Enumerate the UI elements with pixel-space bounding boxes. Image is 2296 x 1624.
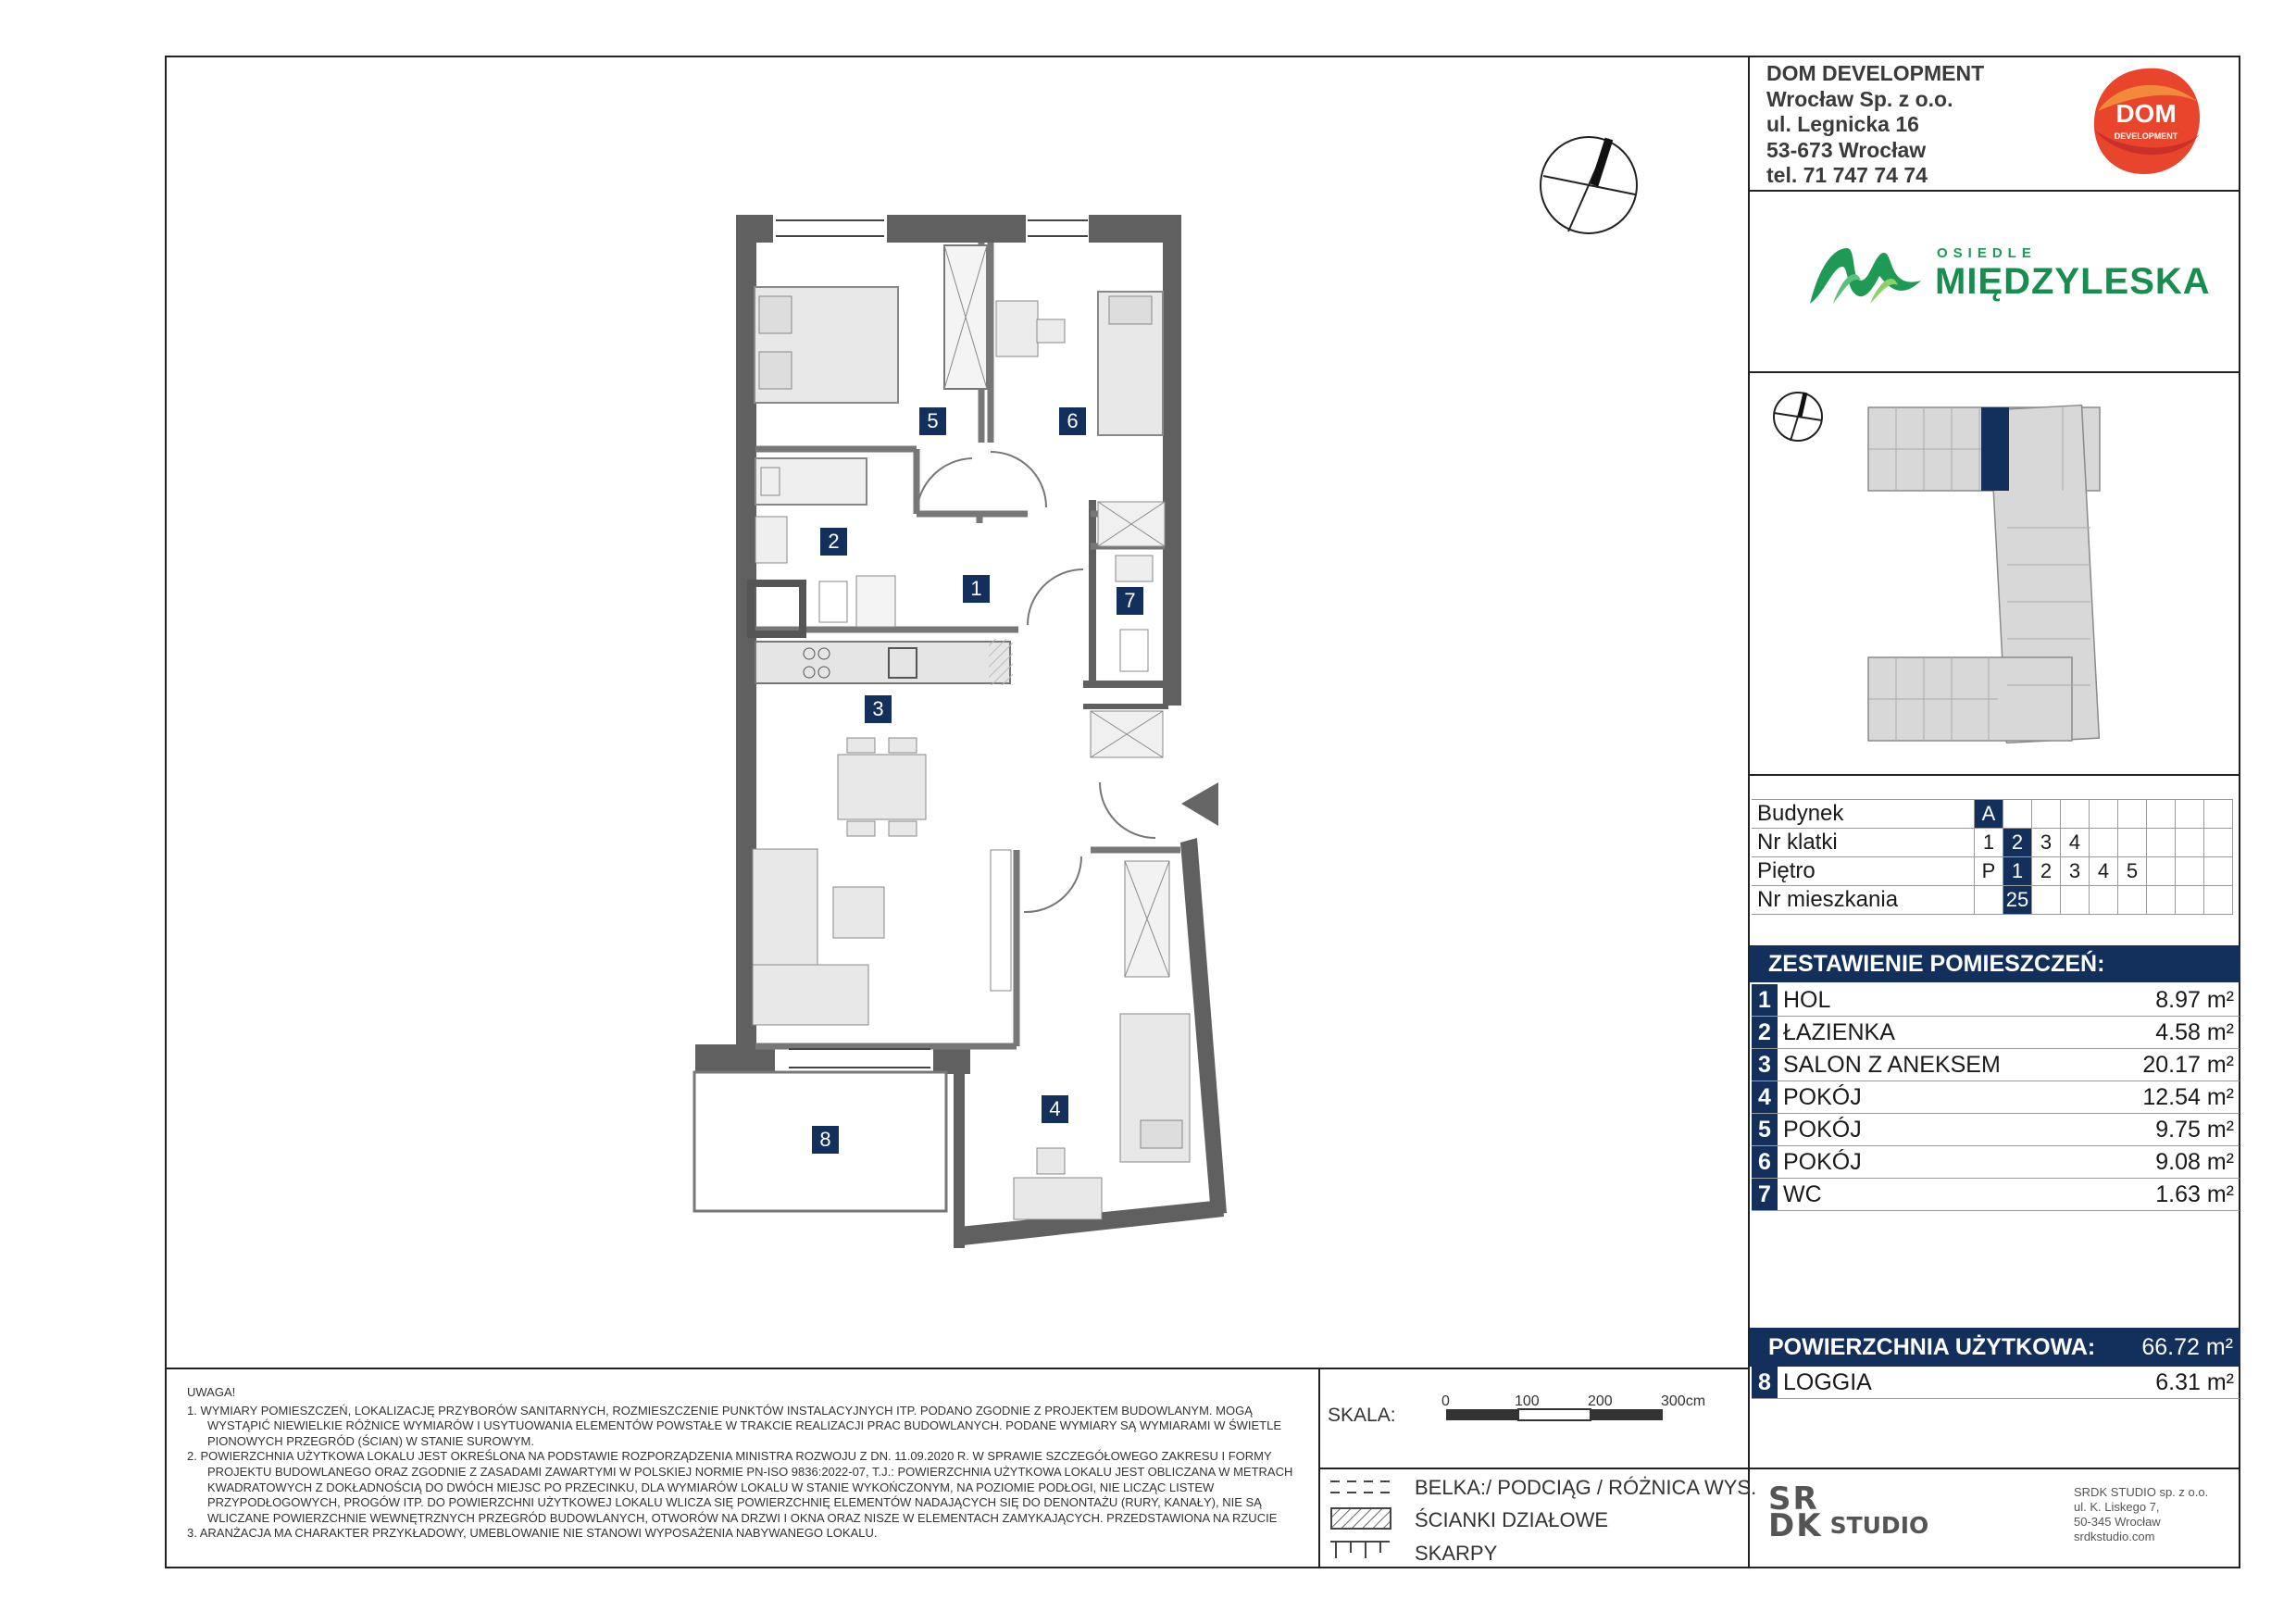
- panel-divider: [1748, 774, 2240, 776]
- room-row: [1752, 1081, 2240, 1114]
- company-city: 53-673 Wrocław: [1766, 137, 1927, 162]
- srdk-studio-logo: [1768, 1480, 1929, 1544]
- dom-logo-subtext: DEVELOPMENT: [2114, 131, 2178, 141]
- room-number-label: 5: [919, 407, 946, 435]
- loggia-row: [1752, 1367, 2240, 1399]
- hatch-icon: [1330, 1507, 1391, 1530]
- info-cell: [2204, 829, 2233, 857]
- room-name: WC: [1778, 1179, 2100, 1211]
- info-label: Piętro: [1752, 857, 1975, 886]
- info-cell: 4: [2061, 829, 2090, 857]
- scale-tick: 100: [1515, 1393, 1540, 1409]
- info-cell: 3: [2061, 857, 2090, 886]
- room-area: 12.54 m²: [2100, 1081, 2240, 1114]
- dom-logo-text: DOM: [2115, 99, 2177, 128]
- room-area: 4.58 m²: [2100, 1017, 2240, 1049]
- unit-info-table: [1752, 799, 2233, 915]
- info-cell: [2090, 886, 2118, 915]
- room-number: 3: [1752, 1049, 1778, 1081]
- info-cell: [2061, 800, 2090, 829]
- usable-area-row: [1750, 1328, 2240, 1367]
- room-number-label: 1: [963, 575, 990, 603]
- info-cell: [2003, 800, 2032, 829]
- info-cell: 2: [2032, 857, 2061, 886]
- info-cell: P: [1975, 857, 2003, 886]
- notes-block: [187, 1385, 1303, 1542]
- room-name: ŁAZIENKA: [1778, 1017, 2100, 1049]
- panel-divider: [1318, 1468, 2240, 1469]
- company-address: [1766, 61, 1984, 189]
- room-area: 9.08 m²: [2100, 1146, 2240, 1179]
- panel-divider: [165, 1368, 1748, 1369]
- room-row: [1752, 1114, 2240, 1146]
- studio-logo-top: SR: [1768, 1480, 1819, 1518]
- info-label: Budynek: [1752, 800, 1975, 829]
- loggia-number: 8: [1752, 1367, 1778, 1399]
- room-name: SALON Z ANEKSEM: [1778, 1049, 2100, 1081]
- info-cell: 2: [2003, 829, 2032, 857]
- scale-label: SKALA:: [1328, 1405, 1396, 1426]
- info-cell: [2147, 857, 2176, 886]
- info-label: Nr klatki: [1752, 829, 1975, 857]
- info-cell: 3: [2032, 829, 2061, 857]
- room-number: 2: [1752, 1017, 1778, 1049]
- room-row: [1752, 1179, 2240, 1211]
- info-cell: [2176, 829, 2204, 857]
- info-row: [1752, 829, 2233, 857]
- info-cell: [2147, 829, 2176, 857]
- room-row: [1752, 984, 2240, 1017]
- entrance-icon: [1181, 782, 1218, 826]
- info-cell: [2118, 829, 2147, 857]
- info-cell: [2147, 800, 2176, 829]
- north-arrow-icon: [1541, 137, 1637, 233]
- loggia-area: 6.31 m²: [2022, 1367, 2240, 1399]
- studio-address-line: ul. K. Liskego 7,: [2074, 1500, 2160, 1514]
- key-north-arrow-icon: [1774, 393, 1822, 441]
- slope-icon: [1330, 1540, 1391, 1562]
- company-line2: Wrocław Sp. z o.o.: [1766, 86, 1953, 111]
- legend-label: ŚCIANKI DZIAŁOWE: [1415, 1508, 1609, 1531]
- note-item: 1. WYMIARY POMIESZCZEŃ, LOKALIZACJĘ PRZYBORÓW SANITARNYCH, ROZMIESZCZENIE PUNKTÓW INSTALACYJNYCH ITP. PODANO ZGODNIE Z PROJEKTEM BUDOWLANYM. MOGĄ WYSTĄPIĆ NIEWIELKIE RÓŻNICE WYMIARÓW I USYTUOWANIA ELEMENTÓW POWSTAŁE W TRAKCIE REALIZACJI PRAC BUDOWLANYCH. PODANE WYMIARY SĄ WYMIARAMI W ŚWIETLE PIONOWYCH PRZEGRÓD (ŚCIAN) W STANIE SUROWYM.: [187, 1403, 1282, 1448]
- info-row: [1752, 800, 2233, 829]
- info-cell: [2118, 800, 2147, 829]
- info-cell: [2176, 800, 2204, 829]
- info-cell: [2118, 886, 2147, 915]
- notes-title: UWAGA!: [187, 1385, 236, 1399]
- info-cell: [2176, 886, 2204, 915]
- note-item: 3. ARANŻACJA MA CHARAKTER PRZYKŁADOWY, UMEBLOWANIE NIE STANOWI WYPOSAŻENIA NABYWANEGO LOKALU.: [187, 1526, 878, 1541]
- room-area: 20.17 m²: [2100, 1049, 2240, 1081]
- studio-logo-word: STUDIO: [1829, 1512, 1929, 1539]
- dom-development-logo: [2089, 65, 2204, 178]
- rooms-table: [1752, 984, 2240, 1211]
- scale-tick: 0: [1441, 1393, 1450, 1409]
- info-cell: [2090, 800, 2118, 829]
- room-row: [1752, 1049, 2240, 1081]
- room-number-label: 3: [865, 695, 892, 723]
- scale-bar: [1444, 1407, 1666, 1426]
- miedzyleska-logo-icon: [1805, 239, 1926, 308]
- room-row: [1752, 1146, 2240, 1179]
- note-item: 2. POWIERZCHNIA UŻYTKOWA LOKALU JEST OKREŚLONA NA PODSTAWIE ROZPORZĄDZENIA MINISTRA ROZWOJU Z DN. 11.09.2020 R. W SPRAWIE SZCZEGÓŁOWEGO ZAKRESU I FORMY PROJEKTU BUDOWLANEGO ORAZ ZGODNIE Z ZASADAMI ZAWARTYMI W POLSKIEJ NORMIE PN-ISO 9836:2022-07, T.J.: POWIERZCHNIA UŻYTKOWA LOKALU JEST OBLICZANA W METRACH KWADRATOWYCH Z DOKŁADNOŚCIĄ DO DWÓCH MIEJSC PO PRZECINKU, DLA WYMIARÓW LOKALU W STANIE WYKOŃCZONYM, NA POZIOMIE PODŁOGI, NIE LICZĄC LISTEW PRZYPODŁOGOWYCH, PROGÓW ITP. DO POWIERZCHNI UŻYTKOWEJ LOKALU WLICZA SIĘ POWIERZCHNIĘ ELEMENTÓW NADAJĄCYCH SIĘ DO DENONTAŻU (RURY, KANAŁY), NIE SĄ WLICZANE POWIERZCHNIE WEWNĘTRZNYCH PRZEGRÓD BUDOWLANYCH, OTWORÓW NA DRZWI I OKNA ORAZ NISZE W ELEMENTACH ZAMYKAJĄCYCH. PRZEDSTAWIONA NA RZUCIE: [187, 1449, 1293, 1525]
- loggia-name: LOGGIA: [1778, 1367, 2022, 1399]
- company-name: DOM DEVELOPMENT: [1766, 61, 1985, 85]
- info-cell: [2204, 800, 2233, 829]
- usable-area-value: 66.72 m²: [2141, 1334, 2233, 1360]
- room-number: 6: [1752, 1146, 1778, 1179]
- room-number-label: 7: [1117, 587, 1143, 615]
- legend-label: SKARPY: [1415, 1542, 1498, 1565]
- info-cell: [2090, 829, 2118, 857]
- studio-address-line: 50-345 Wrocław: [2074, 1515, 2161, 1529]
- room-area: 1.63 m²: [2100, 1179, 2240, 1211]
- room-number: 5: [1752, 1114, 1778, 1146]
- info-cell: [2204, 857, 2233, 886]
- company-street: ul. Legnicka 16: [1766, 112, 1919, 136]
- info-label: Nr mieszkania: [1752, 886, 1975, 915]
- info-cell: [2204, 886, 2233, 915]
- info-cell: [2061, 886, 2090, 915]
- studio-address: [2074, 1485, 2208, 1544]
- selected-unit-highlight: [1981, 407, 2009, 491]
- studio-logo-bottom: DK: [1768, 1507, 1823, 1544]
- floor-plan: [167, 57, 1741, 1363]
- panel-divider: [1748, 190, 2240, 192]
- estate-name: MIĘDZYLESKA: [1935, 261, 2211, 302]
- info-cell: 4: [2090, 857, 2118, 886]
- room-name: POKÓJ: [1778, 1114, 2100, 1146]
- panel-divider: [1748, 371, 2240, 373]
- studio-address-line: SRDK STUDIO sp. z o.o.: [2074, 1485, 2209, 1499]
- room-number: 4: [1752, 1081, 1778, 1114]
- info-row: [1752, 857, 2233, 886]
- company-phone: tel. 71 747 74 74: [1766, 163, 1928, 187]
- rooms-header: ZESTAWIENIE POMIESZCZEŃ:: [1750, 945, 2240, 982]
- building-key-plan: [1766, 380, 2211, 759]
- dashed-line-icon: [1330, 1478, 1391, 1496]
- room-number: 7: [1752, 1179, 1778, 1211]
- info-cell: [2147, 886, 2176, 915]
- info-cell: A: [1975, 800, 2003, 829]
- room-number-label: 6: [1059, 407, 1086, 435]
- usable-area-label: POWIERZCHNIA UŻYTKOWA:: [1768, 1334, 2096, 1360]
- info-cell: [1975, 886, 2003, 915]
- info-cell: [2176, 857, 2204, 886]
- info-cell: [2032, 800, 2061, 829]
- room-name: POKÓJ: [1778, 1146, 2100, 1179]
- info-cell: [2032, 886, 2061, 915]
- info-cell: 25: [2003, 886, 2032, 915]
- studio-address-line: srdkstudio.com: [2074, 1530, 2155, 1543]
- scale-tick: 300cm: [1661, 1393, 1706, 1409]
- legend-label: BELKA:/ PODCIĄG / RÓŻNICA WYS.: [1415, 1476, 1757, 1499]
- info-cell: 1: [2003, 857, 2032, 886]
- room-number-label: 8: [812, 1126, 839, 1154]
- room-number-label: 2: [820, 528, 847, 556]
- info-cell: 1: [1975, 829, 2003, 857]
- room-number: 1: [1752, 984, 1778, 1017]
- room-name: HOL: [1778, 984, 2100, 1017]
- room-area: 8.97 m²: [2100, 984, 2240, 1017]
- room-number-label: 4: [1042, 1095, 1068, 1123]
- room-area: 9.75 m²: [2100, 1114, 2240, 1146]
- estate-small-label: OSIEDLE: [1937, 245, 2037, 261]
- room-name: POKÓJ: [1778, 1081, 2100, 1114]
- room-row: [1752, 1017, 2240, 1049]
- scale-tick: 200: [1588, 1393, 1613, 1409]
- info-row: [1752, 886, 2233, 915]
- loggia-table: [1752, 1367, 2240, 1399]
- info-cell: 5: [2118, 857, 2147, 886]
